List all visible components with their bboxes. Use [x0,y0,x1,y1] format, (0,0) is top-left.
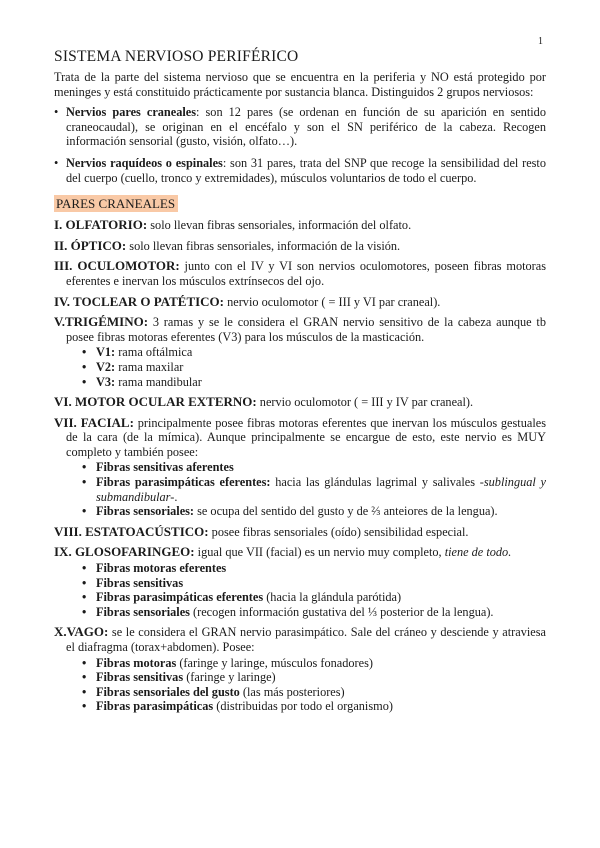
list-item: • Fibras parasimpáticas (distribuidas por todo el organismo) [82,699,393,714]
bullet-icon: • [82,590,87,605]
list-item: • Fibras sensoriales del gusto (las más posteriores) [82,684,345,699]
list-item: • Fibras parasimpáticas eferentes (hacia la glándula parótida) [82,590,402,605]
bullet-icon: • [82,475,87,490]
vago-fibers [54,656,546,714]
list-item: • V2: rama maxilar [82,359,184,374]
bullet-icon: • [82,699,87,714]
document-body [54,48,546,720]
bullet-icon: • [82,345,87,360]
glosofaringeo-fibers [54,561,546,619]
nerve-motor-ocular-externo: VI. MOTOR OCULAR EXTERNO: nervio oculomotor ( = III y IV par craneal). [54,394,474,410]
list-item: • Fibras sensitivas aferentes [82,460,234,475]
nerve-groups-list [54,105,546,185]
trigemino-branches [54,345,546,389]
nerve-glosofaringeo: IX. GLOSOFARINGEO: igual que VII (facial) es un nervio muy completo, tiene de todo. [54,544,512,560]
nerve-vago: X.VAGO: se le considera el GRAN nervio parasimpático. Sale del cráneo y desciende y atraviesa el diafragma (torax+abdomen). Posee: [54,624,546,654]
section-heading-pares-craneales: PARES CRANEALES [54,195,178,212]
nerve-oculomotor: III. OCULOMOTOR: junto con el IV y VI son nervios oculomotores, poseen fibras motoras eferentes e inervan los músculos extrínsecos del ojo. [54,258,546,288]
bullet-icon: • [82,460,87,475]
list-item: • Fibras sensoriales (recogen información gustativa del ⅓ posterior de la lengua). [82,604,494,619]
list-item: • Nervios raquídeos o espinales: son 31 pares, trata del SNP que recoge la sensibilidad del resto del cuerpo (cuello, tronco y extremidades), músculos voluntarios de todo el cuerpo. [54,155,547,185]
bullet-icon: • [82,670,87,685]
bullet-icon: • [82,604,87,619]
nerve-toclear: IV. TOCLEAR O PATÉTICO: nervio oculomotor ( = III y VI par craneal). [54,293,441,309]
bullet-icon: • [54,105,59,120]
bullet-icon: • [82,575,87,590]
list-item: • V3: rama mandibular [82,374,202,389]
list-item: • Fibras sensitivas (faringe y laringe) [82,670,276,685]
nerve-optico: II. ÓPTICO: solo llevan fibras sensoriales, información de la visión. [54,237,401,253]
nerve-trigemino: V.TRIGÉMINO: 3 ramas y se le considera el GRAN nervio sensitivo de la cabeza aunque tb posee fibras motoras eferentes (V3) para los músculos de la masticación. [54,314,546,344]
list-item: • Fibras sensoriales: se ocupa del sentido del gusto y de ⅔ anteiores de la lengua). [82,504,498,519]
list-item: • Fibras motoras (faringe y laringe, músculos fonadores) [82,655,373,670]
list-item: • Fibras parasimpáticas eferentes: hacia las glándulas lagrimal y salivales -sublingual y submandibular-. [82,475,546,504]
bullet-icon: • [82,684,87,699]
nerve-estatoacustico: VIII. ESTATOACÚSTICO: posee fibras sensoriales (oído) sensibilidad especial. [54,523,469,539]
intro-paragraph: Trata de la parte del sistema nervioso que se encuentra en la periferia y NO está protegido por meninges y está constituido prácticamente por sustancia blanca. Distinguidos 2 grupos nerviosos: [54,70,546,99]
page-number: 1 [538,36,543,47]
list-item: • Fibras sensitivas [82,575,184,590]
list-item: • V1: rama oftálmica [82,345,193,360]
page-title: SISTEMA NERVIOSO PERIFÉRICO [54,48,299,65]
list-item: • Fibras motoras eferentes [82,561,227,576]
nerve-facial: VII. FACIAL: principalmente posee fibras motoras eferentes que inervan los músculos gestuales de la cara (de la mímica). Aunque principalmente se encargue de esto, este nervio es MUY completo y también posee: [54,414,546,459]
bullet-icon: • [82,561,87,576]
list-item: • Nervios pares craneales: son 12 pares (se ordenan en función de su aparición en sentido craneocaudal), se originan en el encéfalo y son el SN periférico de la cabeza. Recogen información sensorial (gusto, visión, olfato…). [54,105,546,149]
bullet-icon: • [82,504,87,519]
facial-fibers [54,460,546,518]
bullet-icon: • [82,359,87,374]
bullet-icon: • [82,374,87,389]
bullet-icon: • [82,655,87,670]
bullet-icon: • [54,155,59,170]
nerve-olfatorio: I. OLFATORIO: solo llevan fibras sensoriales, información del olfato. [54,217,412,233]
